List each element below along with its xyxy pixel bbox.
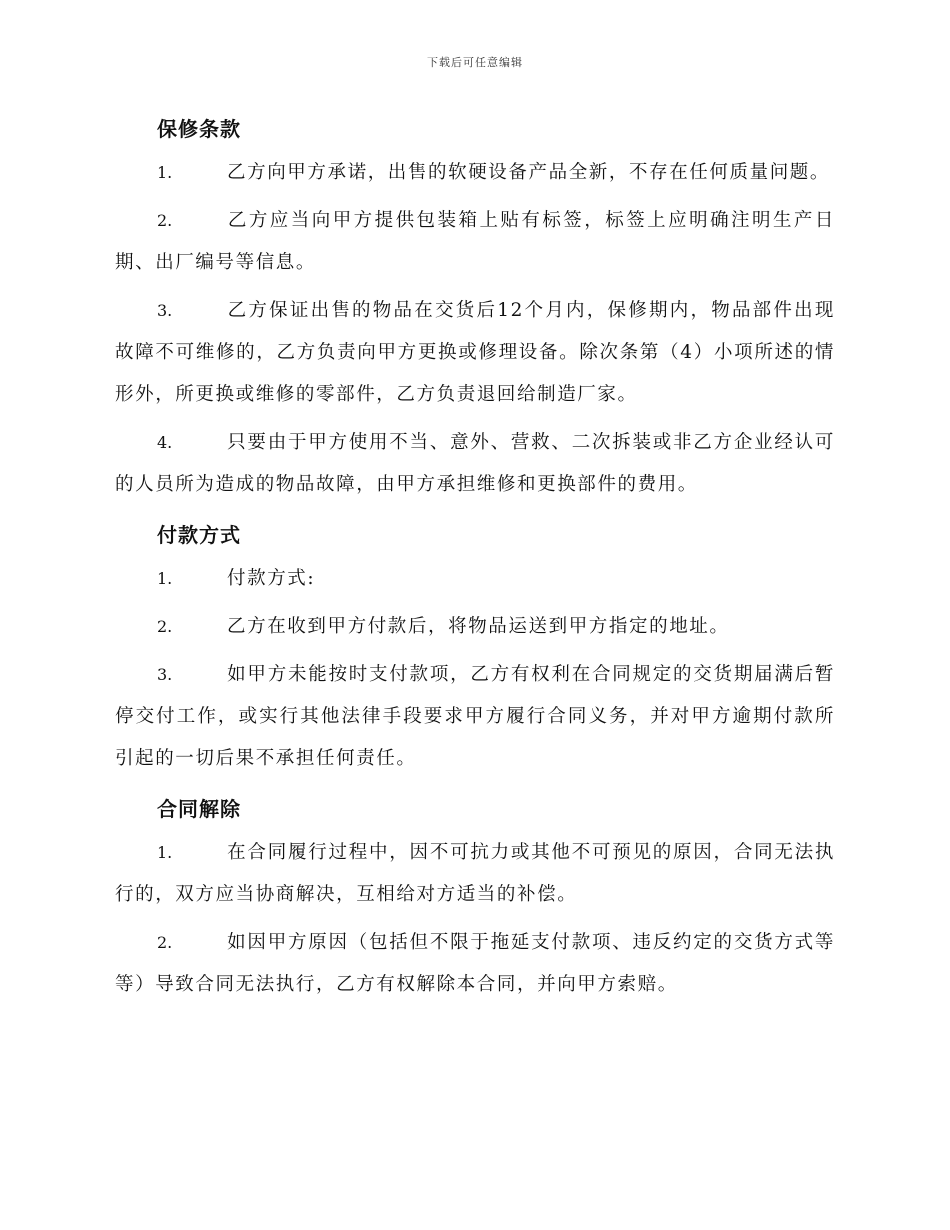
clause <box>115 832 835 916</box>
clause-number: 3. <box>157 301 173 320</box>
section-warranty <box>115 106 835 506</box>
clause-text: 乙方保证出售的物品在交货后12个月内，保修期内，物品部件出现故障不可维修的，乙方负责向甲方更换或修理设备。除次条第（4）小项所述的情形外，所更换或维修的零部件，乙方负责退回给制造厂家。 <box>115 300 835 405</box>
clause-text: 如因甲方原因（包括但不限于拖延支付款项、违反约定的交货方式等等）导致合同无法执行，乙方有权解除本合同，并向甲方索赔。 <box>115 932 835 995</box>
clause-text: 如甲方未能按时支付款项，乙方有权利在合同规定的交货期届满后暂停交付工作，或实行其他法律手段要求甲方履行合同义务，并对甲方逾期付款所引起的一切后果不承担任何责任。 <box>115 664 835 769</box>
clause <box>115 200 835 284</box>
clause-number: 2. <box>157 617 173 636</box>
clause-number: 2. <box>157 211 173 230</box>
clause-number: 1. <box>157 163 173 182</box>
clause-number: 4. <box>157 433 173 452</box>
clause-number: 1. <box>157 843 173 862</box>
clause-text: 乙方在收到甲方付款后，将物品运送到甲方指定的地址。 <box>227 616 730 637</box>
section-payment <box>115 512 835 780</box>
clause <box>115 654 835 780</box>
clause-text: 在合同履行过程中，因不可抗力或其他不可预见的原因，合同无法执行的，双方应当协商解决，互相给对方适当的补偿。 <box>115 842 835 905</box>
clause <box>115 558 835 600</box>
document-body <box>115 106 835 1012</box>
clause-text: 乙方应当向甲方提供包装箱上贴有标签，标签上应明确注明生产日期、出厂编号等信息。 <box>115 210 835 273</box>
section-termination <box>115 786 835 1006</box>
clause <box>115 422 835 506</box>
clause-text: 付款方式: <box>227 568 316 589</box>
clause-text: 乙方向甲方承诺，出售的软硬设备产品全新，不存在任何质量问题。 <box>227 162 831 183</box>
clause <box>115 922 835 1006</box>
section-title: 合同解除 <box>157 797 241 821</box>
section-title: 付款方式 <box>157 523 241 547</box>
clause <box>115 152 835 194</box>
clause-number: 1. <box>157 569 173 588</box>
clause <box>115 290 835 416</box>
page-header: 下载后可任意编辑 <box>427 56 523 69</box>
section-title: 保修条款 <box>157 117 241 141</box>
clause-number: 2. <box>157 933 173 952</box>
clause <box>115 606 835 648</box>
clause-number: 3. <box>157 665 173 684</box>
clause-text: 只要由于甲方使用不当、意外、营救、二次拆装或非乙方企业经认可的人员所为造成的物品故障，由甲方承担维修和更换部件的费用。 <box>115 432 835 495</box>
